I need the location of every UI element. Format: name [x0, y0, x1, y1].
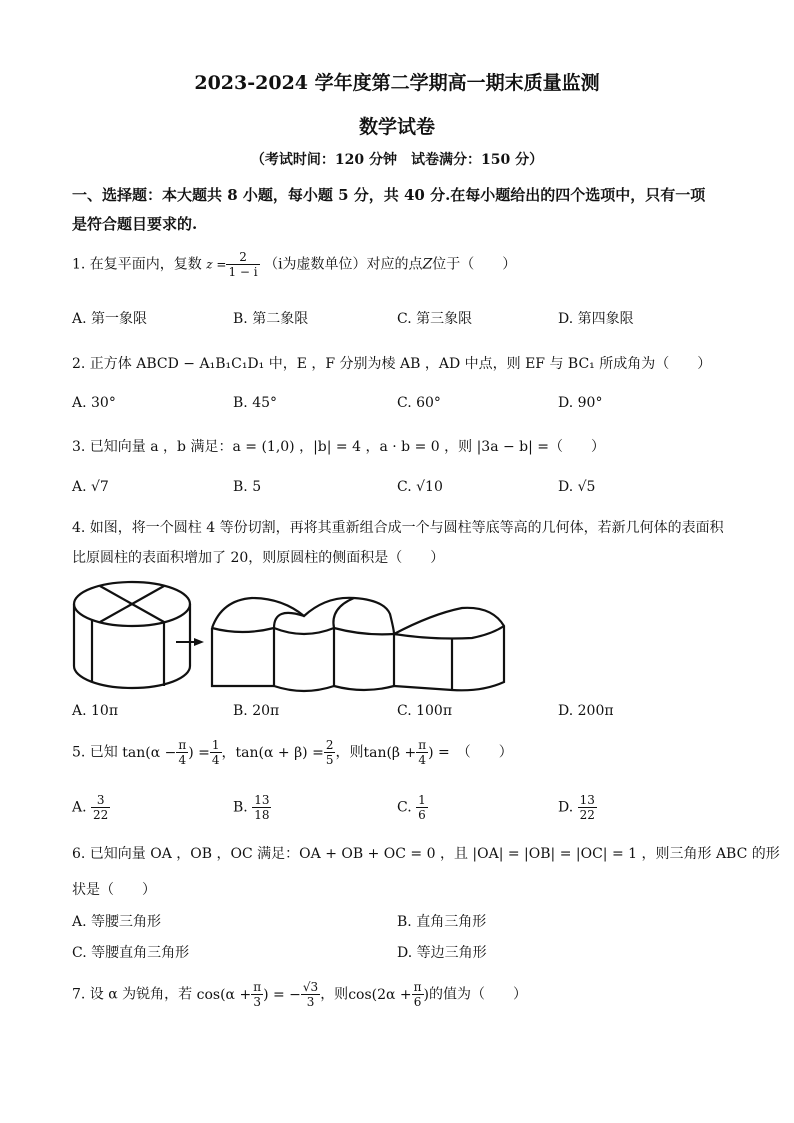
section-heading-line2: 是符合题目要求的.: [72, 215, 198, 233]
q4-option-b: B. 20π: [233, 703, 280, 719]
q1-option-a: A. 第一象限: [72, 311, 148, 327]
q5-stem-a: 5. 已知: [72, 744, 118, 761]
exam-info: （考试时间：120 分钟 试卷满分：150 分）: [250, 152, 544, 168]
q4-option-c: C. 100π: [397, 703, 453, 719]
question-6-line1: 6. 已知向量 OA ，OB ，OC 满足：OA + OB + OC = 0 ，且 |OA| = |OB| = |OC| = 1 ，则三角形 ABC 的形: [72, 846, 780, 862]
q7-expression-2: cos(2α + $\frac{\pi}{6}$ ): [348, 980, 430, 1009]
q1-frac-num: 2: [226, 250, 259, 265]
q1-option-c: C. 第三象限: [397, 311, 473, 327]
q1-stem-a: 1. 在复平面内，复数: [72, 256, 202, 273]
q5-option-c: C. $\frac{1}{6}$: [397, 793, 426, 822]
q5-option-d: D. $\frac{13}{22}$: [558, 793, 595, 822]
cylinder-figure: [72, 578, 632, 698]
q6-option-a: A. 等腰三角形: [72, 914, 162, 930]
q5-stem-c: = （ ）: [438, 744, 513, 761]
question-6-line2: 状是（ ）: [72, 882, 156, 898]
q3-option-a: A. √7: [72, 479, 109, 495]
q1-option-b: B. 第二象限: [233, 311, 309, 327]
question-4-line2: 比原圆柱的表面积增加了 20，则原圆柱的侧面积是（ ）: [72, 550, 445, 566]
q1-frac-den: 1 − i: [228, 265, 258, 279]
exam-title: 2023-2024 学年度第二学期高一期末质量监测: [194, 72, 600, 94]
q4-option-a: A. 10π: [72, 703, 119, 719]
q2-option-d: D. 90°: [558, 395, 603, 411]
original-cylinder: [74, 582, 190, 688]
q5-option-a: A. $\frac{3}{22}$: [72, 793, 109, 822]
recombined-solid: [212, 598, 504, 691]
q5-option-b: B. $\frac{13}{18}$: [233, 793, 270, 822]
q7-stem-b: ，则: [320, 986, 349, 1003]
question-1-stem: [72, 250, 516, 279]
q6-option-c: C. 等腰直角三角形: [72, 945, 190, 961]
q5-expression-1: tan(α − $\frac{\pi}{4}$ ) = $\frac{1}{4}$ ，tan(α + β) = $\frac{2}{5}$: [122, 738, 334, 767]
exam-subject: 数学试卷: [358, 116, 435, 138]
q1-option-d: D. 第四象限: [558, 311, 634, 327]
q1-point: Z: [422, 256, 433, 273]
q6-option-d: D. 等边三角形: [397, 945, 487, 961]
q2-option-a: A. 30°: [72, 395, 116, 411]
q3-option-d: D. √5: [558, 479, 596, 495]
q4-option-d: D. 200π: [558, 703, 614, 719]
q3-option-c: C. √10: [397, 479, 443, 495]
q5-expression-2: tan(β + $\frac{\pi}{4}$ ): [363, 738, 434, 767]
q2-option-c: C. 60°: [397, 395, 441, 411]
q7-stem-a: 7. 设 α 为锐角，若: [72, 986, 193, 1003]
question-5-stem: [72, 738, 513, 767]
q1-expr-lhs: z =: [206, 257, 227, 272]
q1-stem-b: （i为虚数单位）对应的点: [264, 256, 423, 273]
question-7-stem: [72, 980, 527, 1009]
q5-stem-b: ，则: [335, 744, 364, 761]
q6-option-b: B. 直角三角形: [397, 914, 487, 930]
section-heading-line1: 一、选择题：本大题共 8 小题，每小题 5 分，共 40 分.在每小题给出的四个选项中，只有一项: [72, 186, 706, 204]
question-2-stem: 2. 正方体 ABCD − A₁B₁C₁D₁ 中，E ，F 分别为棱 AB ，AD 中点，则 EF 与 BC₁ 所成角为（ ）: [72, 356, 712, 372]
q2-option-b: B. 45°: [233, 395, 278, 411]
q7-expression-1: cos(α + $\frac{\pi}{3}$ ) = − $\frac{√3}{3}$: [196, 980, 319, 1009]
q7-stem-c: 的值为（ ）: [429, 986, 528, 1003]
question-4-line1: 4. 如图，将一个圆柱 4 等份切割，再将其重新组合成一个与圆柱等底等高的几何体，若新几何体的表面积: [72, 520, 724, 536]
q1-fraction: [226, 250, 259, 279]
q3-option-b: B. 5: [233, 479, 262, 495]
q1-stem-c: 位于（ ）: [432, 256, 517, 273]
question-3-stem: 3. 已知向量 a ，b 满足：a = (1,0) ，|b| = 4 ，a · b = 0 ，则 |3a − b| =（ ）: [72, 439, 606, 455]
